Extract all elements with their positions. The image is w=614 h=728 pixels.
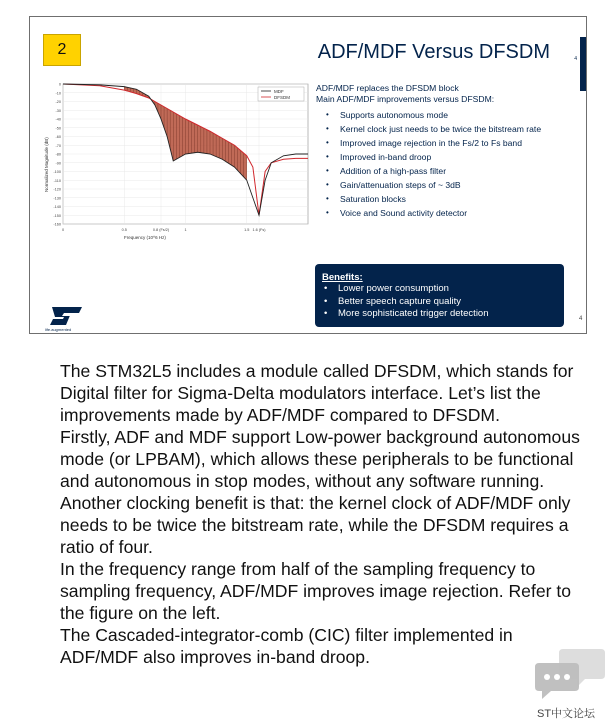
- section-badge: 2: [43, 34, 81, 66]
- y-tick-label: 0: [58, 82, 61, 87]
- body-paragraph: The Cascaded-integrator-comb (CIC) filter implemented in ADF/MDF also improves in-band droop.: [60, 625, 513, 667]
- improvement-item: • Addition of a high-pass filter: [326, 166, 578, 176]
- benefits-title: Benefits:: [322, 272, 363, 283]
- y-tick-label: -100: [53, 170, 61, 174]
- slide-intro: [316, 83, 578, 105]
- frequency-response-chart: [32, 82, 314, 247]
- benefits-box: [315, 264, 564, 327]
- y-tick-label: -130: [53, 196, 61, 201]
- x-tick-label: 0.8 (Fs/2): [152, 228, 170, 232]
- y-tick-label: -30: [55, 108, 61, 113]
- y-tick-label: -150: [53, 213, 61, 218]
- x-tick-label: 0: [61, 228, 65, 232]
- slide-title: ADF/MDF Versus DFSDM: [317, 41, 550, 63]
- body-paragraph: Firstly, ADF and MDF support Low-power background autonomous mode (or LPBAM), which allows these peripherals to be functional and autonomous in stop modes, without any software running.: [60, 427, 580, 491]
- slide-right-text: [316, 83, 578, 222]
- legend-dfsdm-label: DFSDM: [274, 95, 290, 100]
- improvement-item: • Saturation blocks: [326, 194, 578, 204]
- body-paragraph: In the frequency range from half of the sampling frequency to sampling frequency, ADF/MDF improves image rejection. Refer to the figure on the left.: [60, 559, 572, 623]
- x-tick-label: 1.5: [244, 228, 250, 232]
- y-tick-label: -50: [55, 126, 61, 131]
- slide-edge-number: 4: [574, 56, 577, 62]
- body-paragraph: The STM32L5 includes a module called DFSDM, which stands for Digital filter for Sigma-Delta modulators interface. Let’s list the improvements made by ADF/MDF compared to DFSDM.: [60, 361, 574, 425]
- slide: [29, 16, 587, 334]
- improvement-item: • Gain/attenuation steps of ~ 3dB: [326, 180, 578, 190]
- improvement-item: • Improved in-band droop: [326, 152, 578, 162]
- st-logo-icon: [49, 305, 83, 327]
- chart-x-axis-label: Frequency (10^6 Hz): [124, 235, 166, 240]
- y-tick-label: -110: [53, 178, 61, 183]
- chart-y-axis-label: Normalized Magnitude (dB): [44, 137, 49, 192]
- watermark-text: ST中文论坛: [537, 708, 596, 720]
- chart-legend: [258, 87, 304, 101]
- y-tick-label: -160: [53, 222, 61, 227]
- y-tick-label: -90: [55, 161, 61, 166]
- chat-bubble-icon: [533, 645, 607, 701]
- intro-line-replaces: ADF/MDF replaces the DFSDM block: [316, 83, 459, 93]
- y-tick-label: -20: [55, 100, 61, 104]
- benefit-item: • Lower power consumption: [322, 283, 558, 296]
- y-tick-label: -120: [53, 187, 61, 192]
- intro-line-improvements: Main ADF/MDF improvements versus DFSDM:: [316, 94, 495, 104]
- benefits-list: [322, 283, 558, 321]
- improvement-item: • Voice and Sound activity detector: [326, 208, 578, 218]
- body-paragraph: Another clocking benefit is that: the kernel clock of ADF/MDF only needs to be twice the bitstream rate, while the DFSDM requires a ratio of four.: [60, 493, 571, 557]
- x-tick-label: 1: [184, 228, 187, 232]
- y-tick-label: -40: [55, 117, 61, 122]
- benefit-item: • Better speech capture quality: [322, 296, 558, 309]
- x-tick-label: 0.5: [121, 228, 127, 232]
- improvement-item: • Supports autonomous mode: [326, 110, 578, 120]
- improvement-item: • Improved image rejection in the Fs/2 to Fs band: [326, 138, 578, 148]
- legend-mdf-label: MDF: [274, 89, 284, 94]
- chart-x-ticks: [62, 228, 266, 232]
- y-tick-label: -140: [53, 205, 61, 209]
- y-tick-label: -10: [55, 91, 61, 96]
- y-tick-label: -60: [55, 135, 61, 139]
- slide-page-number: 4: [579, 316, 583, 322]
- benefit-item: • More sophisticated trigger detection: [322, 308, 558, 321]
- transcript-text: [60, 360, 580, 668]
- y-tick-label: -70: [55, 143, 61, 148]
- chart-y-ticks: [53, 83, 61, 227]
- slide-edge-bar: [580, 37, 586, 91]
- st-tagline: life.augmented: [45, 327, 72, 332]
- x-tick-label: 1.6 (Fs): [252, 228, 266, 232]
- improvements-list: [326, 110, 578, 218]
- improvement-item: • Kernel clock just needs to be twice the bitstream rate: [326, 124, 578, 134]
- y-tick-label: -80: [55, 152, 61, 157]
